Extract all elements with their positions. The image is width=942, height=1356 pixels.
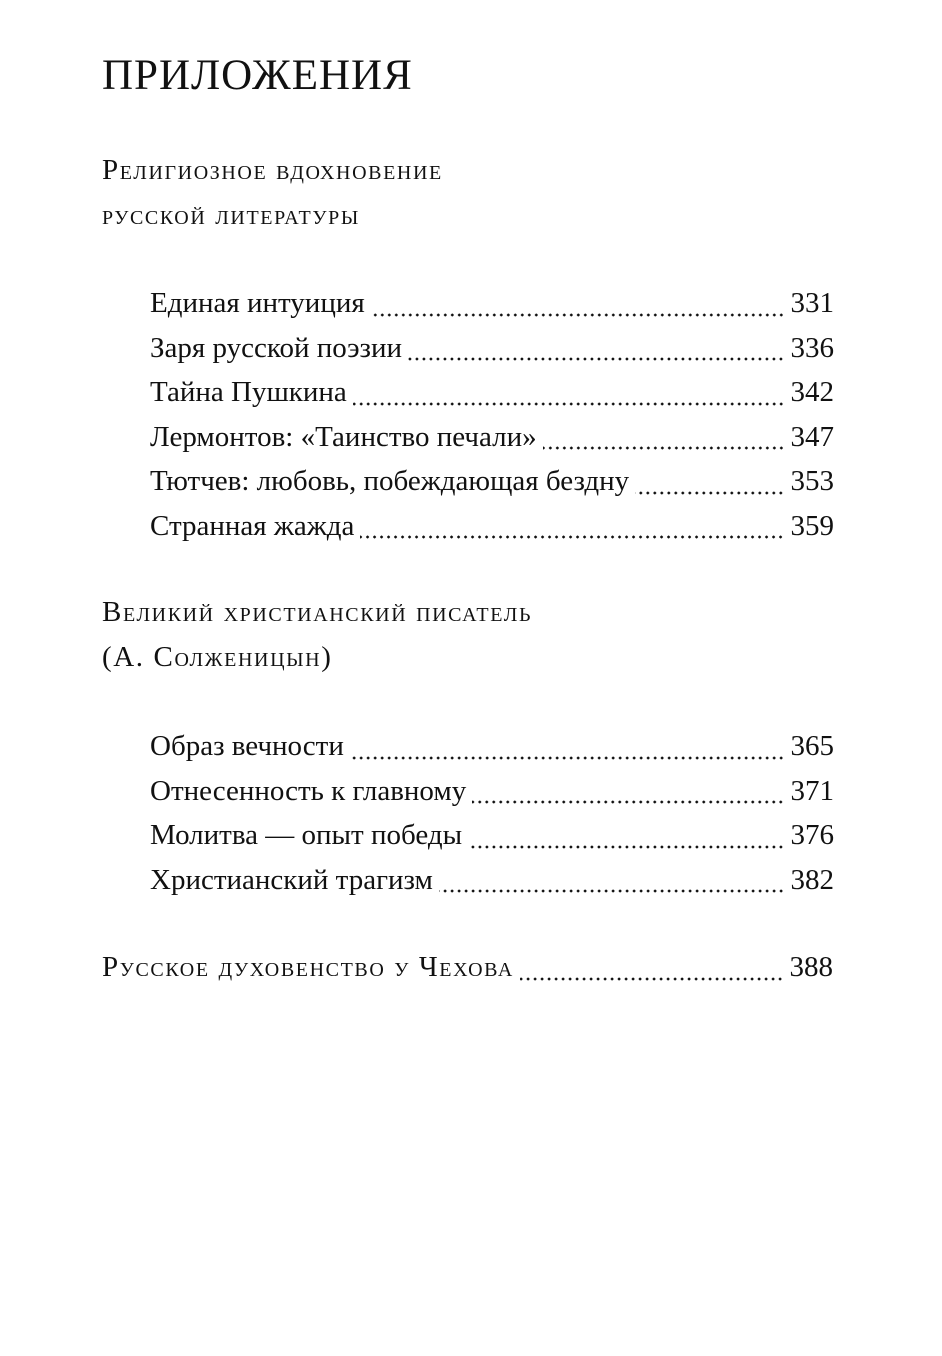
dot-leader — [520, 977, 784, 981]
toc-entry-chekhov-clergy[interactable] — [102, 945, 833, 990]
dot-leader — [371, 313, 785, 317]
entry-title: Русское духовенство у Чехова — [102, 951, 514, 983]
section-heading-line: Религиозное вдохновение — [102, 154, 443, 186]
toc-entry[interactable] — [150, 858, 834, 903]
entry-page-number: 359 — [790, 509, 834, 542]
entry-title: Христианский трагизм — [150, 863, 433, 896]
toc-entry[interactable] — [150, 415, 834, 460]
section-heading-line: русской литературы — [102, 199, 360, 231]
dot-leader — [439, 889, 785, 893]
dot-leader — [350, 756, 785, 760]
entry-page-number: 382 — [790, 863, 834, 896]
entry-page-number: 331 — [790, 287, 834, 319]
entry-title: Образ вечности — [150, 730, 344, 762]
toc-entry[interactable] — [150, 281, 834, 326]
dot-leader — [472, 800, 784, 804]
entry-page-number: 371 — [790, 774, 834, 807]
toc-entry[interactable] — [150, 326, 834, 371]
dot-leader — [468, 845, 784, 849]
dot-leader — [353, 402, 785, 406]
entry-title: Тютчев: любовь, побеждающая бездну — [150, 465, 630, 497]
dot-leader — [408, 357, 784, 361]
entry-title: Заря русской поэзии — [150, 331, 403, 364]
toc-entry[interactable] — [150, 769, 834, 814]
entry-page-number: 336 — [790, 331, 834, 364]
toc-entry[interactable] — [150, 724, 834, 769]
section-heading-religious-inspiration — [102, 148, 443, 238]
entry-page-number: 365 — [790, 730, 834, 762]
toc-entry[interactable] — [150, 459, 834, 504]
toc-entry[interactable] — [150, 370, 834, 415]
entry-title: Лермонтов: «Таинство печали» — [150, 420, 537, 453]
section-heading-great-christian-writer — [102, 590, 532, 680]
entry-title: Молитва — опыт победы — [150, 819, 463, 851]
entry-page-number: 347 — [790, 420, 834, 453]
entry-page-number: 353 — [790, 465, 834, 497]
entry-page-number: 342 — [790, 376, 834, 408]
toc-entry[interactable] — [150, 813, 834, 858]
section-heading-line: (А. Солженицын) — [102, 641, 333, 673]
dot-leader — [360, 535, 784, 539]
entry-page-number: 376 — [790, 819, 834, 851]
entry-title: Тайна Пушкина — [150, 376, 347, 408]
toc-list-section-2 — [150, 724, 834, 902]
dot-leader — [635, 491, 784, 495]
entry-title: Странная жажда — [150, 509, 355, 542]
section-heading-line: Великий христианский писатель — [102, 596, 533, 628]
entry-title: Единая интуиция — [150, 287, 365, 319]
toc-entry[interactable] — [150, 504, 834, 549]
entry-page-number: 388 — [789, 951, 833, 983]
toc-list-section-1 — [150, 281, 834, 548]
dot-leader — [543, 446, 785, 450]
entry-title: Отнесенность к главному — [150, 774, 467, 807]
page-title: ПРИЛОЖЕНИЯ — [102, 52, 413, 99]
